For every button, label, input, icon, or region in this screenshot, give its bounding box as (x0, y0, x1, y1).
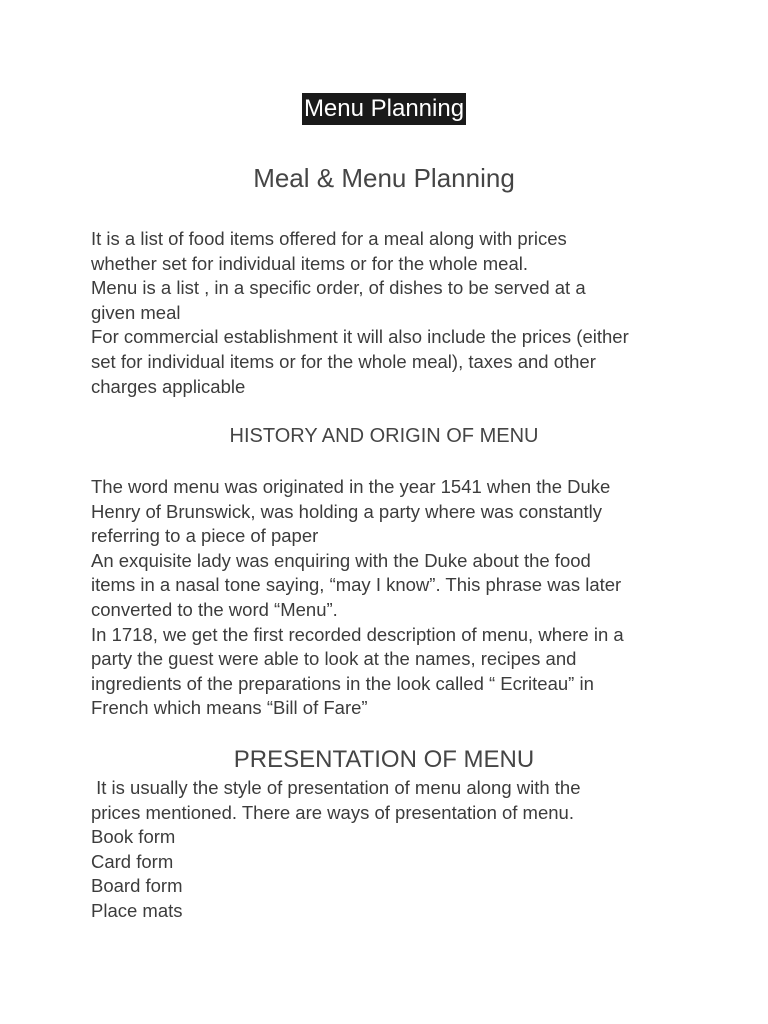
history-paragraph (91, 475, 691, 721)
history-line: party the guest were able to look at the names, recipes and (91, 648, 577, 670)
history-heading: HISTORY AND ORIGIN OF MENU (229, 425, 539, 447)
intro-paragraph (91, 227, 691, 399)
presentation-heading: PRESENTATION OF MENU (233, 746, 535, 773)
history-line: French which means “Bill of Fare” (91, 697, 368, 719)
history-line: Henry of Brunswick, was holding a party where was constantly (91, 500, 603, 522)
history-line: items in a nasal tone saying, “may I know”. This phrase was later (91, 574, 622, 596)
presentation-list-item: Card form (91, 850, 174, 872)
presentation-line: prices mentioned. There are ways of presentation of menu. (91, 801, 574, 823)
history-line: An exquisite lady was enquiring with the Duke about the food (91, 549, 591, 571)
document-title-text: Menu Planning (302, 93, 466, 125)
intro-line: given meal (91, 301, 181, 323)
presentation-list-item: Book form (91, 826, 176, 848)
intro-line: charges applicable (91, 375, 246, 397)
intro-line: Menu is a list , in a specific order, of dishes to be served at a (91, 277, 586, 299)
intro-line: For commercial establishment it will also include the prices (either (91, 326, 629, 348)
presentation-line: It is usually the style of presentation of menu along with the (91, 777, 581, 798)
presentation-list-item: Place mats (91, 899, 183, 921)
intro-line: set for individual items or for the whole meal), taxes and other (91, 350, 596, 372)
history-line: ingredients of the preparations in the look called “ Ecriteau” in (91, 672, 594, 694)
history-line: converted to the word “Menu”. (91, 598, 338, 620)
intro-line: It is a list of food items offered for a meal along with prices (91, 228, 567, 249)
history-line: referring to a piece of paper (91, 525, 319, 547)
document-subtitle: Meal & Menu Planning (253, 163, 515, 193)
document-title (0, 93, 768, 125)
presentation-list-item: Board form (91, 875, 183, 897)
intro-line: whether set for individual items or for the whole meal. (91, 252, 529, 274)
presentation-paragraph (91, 776, 691, 924)
history-line: The word menu was originated in the year 1541 when the Duke (91, 476, 611, 497)
history-line: In 1718, we get the first recorded description of menu, where in a (91, 623, 624, 645)
